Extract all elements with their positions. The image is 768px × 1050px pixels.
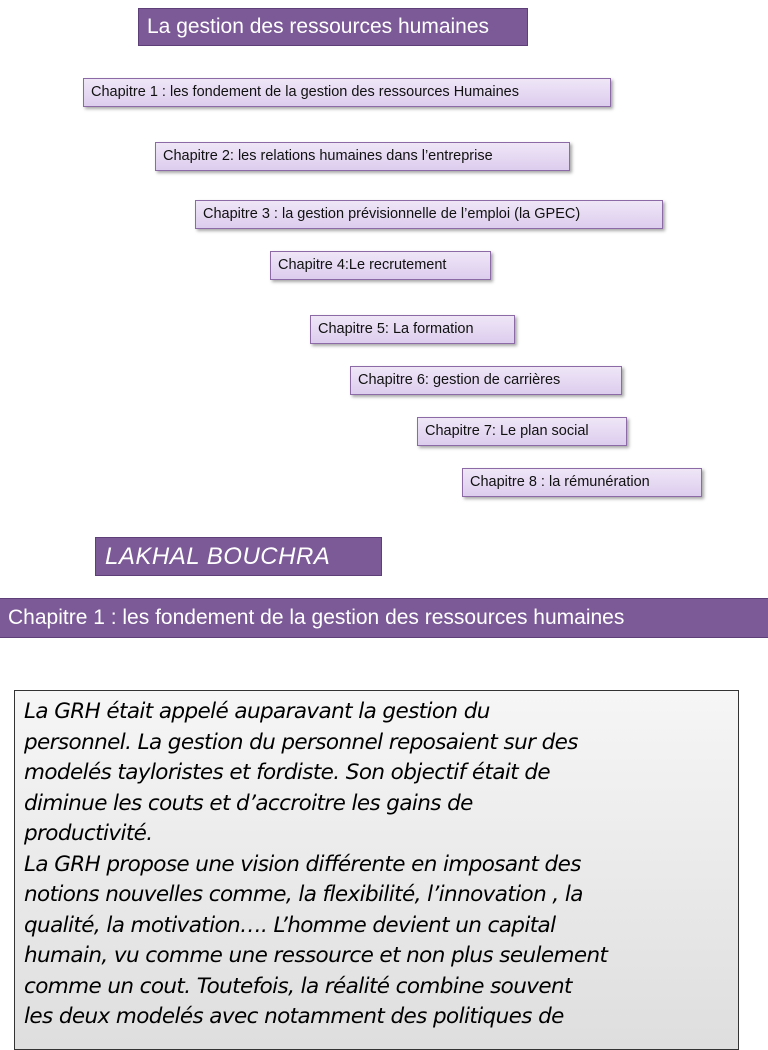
chapter-4-box[interactable]: Chapitre 4:Le recrutement [270,251,491,280]
content-text-box [14,690,739,1050]
chapter-5-box[interactable]: Chapitre 5: La formation [310,315,515,344]
section-title: Chapitre 1 : les fondement de la gestion des ressources humaines [0,598,768,638]
author-name: LAKHAL BOUCHRA [95,537,382,576]
paragraph-1: La GRH était appelé auparavant la gestion du personnel. La gestion du personnel reposaient sur des modelés tayloristes et fordiste. Son objectif était de diminue les couts et d’accroitre les gains de productivité. [24,699,578,846]
chapter-2-box[interactable]: Chapitre 2: les relations humaines dans l’entreprise [155,142,570,171]
page-title: La gestion des ressources humaines [138,8,528,46]
chapter-8-box[interactable]: Chapitre 8 : la rémunération [462,468,702,497]
paragraph-2: La GRH propose une vision différente en imposant des notions nouvelles comme, la flexibilité, l’innovation , la qualité, la motivation…. L’homme devient un capital humain, vu comme une ressource et non plus seulement comme un cout. Toutefois, la réalité combine souvent les deux modelés avec notamment des politiques de [24,851,608,1029]
chapter-3-box[interactable]: Chapitre 3 : la gestion prévisionnelle de l’emploi (la GPEC) [195,200,663,229]
chapter-7-box[interactable]: Chapitre 7: Le plan social [417,417,627,446]
chapter-6-box[interactable]: Chapitre 6: gestion de carrières [350,366,622,395]
chapter-1-box[interactable]: Chapitre 1 : les fondement de la gestion des ressources Humaines [83,78,611,107]
